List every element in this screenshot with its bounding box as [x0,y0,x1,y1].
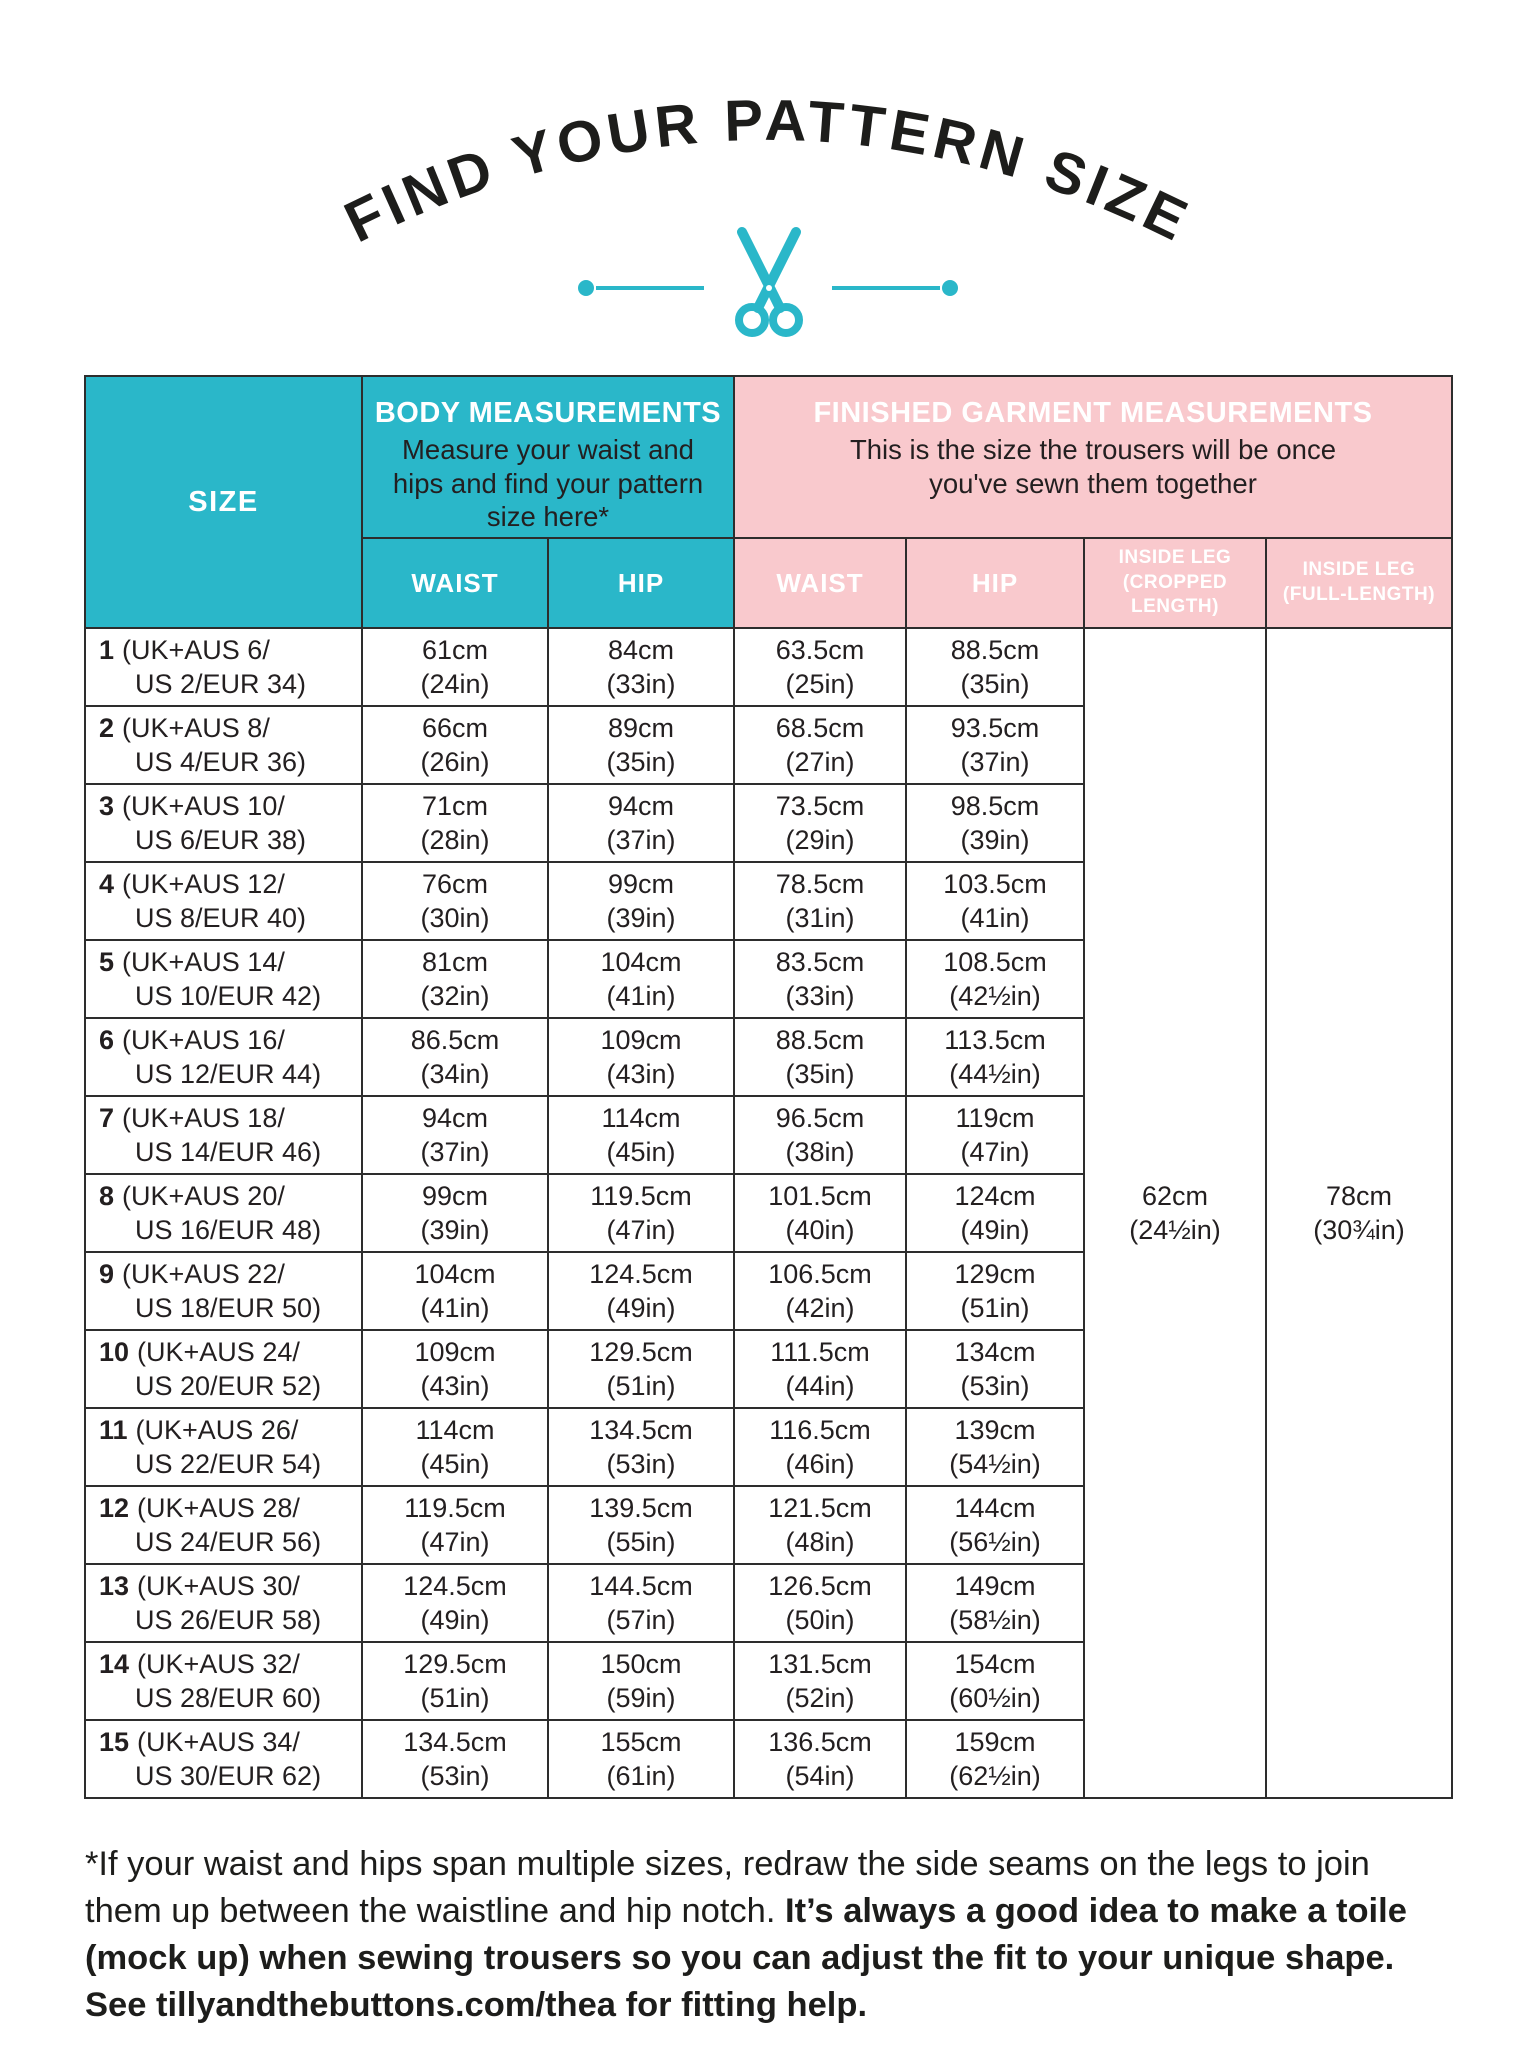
size-label-line2: US 16/EUR 48) [134,1215,322,1245]
finished-waist-cell: 73.5cm (29in) [734,784,906,862]
body-hip-cell: 119.5cm (47in) [548,1174,734,1252]
body-measurements-header [362,376,734,538]
size-label-line1: (UK+AUS 16/ [122,1025,285,1055]
finished-waist-cell: 96.5cm (38in) [734,1096,906,1174]
finished-hip-cell: 113.5cm (44½in) [906,1018,1084,1096]
body-hip-cell: 134.5cm (53in) [548,1408,734,1486]
size-label-line2: US 22/EUR 54) [134,1449,322,1479]
finished-waist-cell: 111.5cm (44in) [734,1330,906,1408]
footnote [85,1841,1452,2029]
page-title: FIND YOUR PATTERN SIZE [334,87,1202,256]
body-waist-cell: 81cm (32in) [362,940,548,1018]
size-label-line1: (UK+AUS 34/ [137,1727,300,1757]
size-label-line1: (UK+AUS 30/ [137,1571,300,1601]
size-cell [85,784,362,862]
size-cell [85,1330,362,1408]
ornament-line-left [578,280,704,296]
finished-waist-cell: 106.5cm (42in) [734,1252,906,1330]
body-hip-cell: 150cm (59in) [548,1642,734,1720]
size-label-line2: US 28/EUR 60) [134,1683,322,1713]
finished-hip-cell: 119cm (47in) [906,1096,1084,1174]
body-measurements-subtitle: Measure your waist and hips and find your pattern size here* [392,434,704,533]
finished-garment-header [734,376,1452,538]
finished-waist-cell: 83.5cm (33in) [734,940,906,1018]
size-label-line1: (UK+AUS 18/ [122,1103,285,1133]
size-cell [85,1174,362,1252]
finished-waist-header: WAIST [734,538,906,628]
inside-leg-full-header: INSIDE LEG (FULL-LENGTH) [1266,538,1452,628]
size-label-line1: (UK+AUS 20/ [122,1181,285,1211]
finished-waist-cell: 88.5cm (35in) [734,1018,906,1096]
finished-hip-cell: 144cm (56½in) [906,1486,1084,1564]
body-hip-cell: 114cm (45in) [548,1096,734,1174]
body-hip-cell: 89cm (35in) [548,706,734,784]
finished-hip-cell: 124cm (49in) [906,1174,1084,1252]
finished-hip-cell: 98.5cm (39in) [906,784,1084,862]
body-hip-header: HIP [548,538,734,628]
body-hip-cell: 104cm (41in) [548,940,734,1018]
body-hip-cell: 139.5cm (55in) [548,1486,734,1564]
finished-hip-cell: 93.5cm (37in) [906,706,1084,784]
size-cell [85,1642,362,1720]
size-cell [85,1486,362,1564]
finished-waist-cell: 126.5cm (50in) [734,1564,906,1642]
size-cell [85,1252,362,1330]
size-cell [85,940,362,1018]
footnote-bold: It’s always a good idea to make a toile (mock up) when sewing trousers so you can adjust the fit to your unique shape. See tillyandthebuttons.com/thea for fitting help. [85,1891,1407,2024]
size-number: 6 [98,1025,115,1055]
size-cell [85,1096,362,1174]
size-number: 5 [98,947,115,977]
finished-waist-cell: 63.5cm (25in) [734,628,906,706]
finished-hip-cell: 88.5cm (35in) [906,628,1084,706]
size-number: 8 [98,1181,115,1211]
body-waist-cell: 114cm (45in) [362,1408,548,1486]
size-column-header: SIZE [85,376,362,628]
finished-hip-cell: 149cm (58½in) [906,1564,1084,1642]
body-waist-cell: 119.5cm (47in) [362,1486,548,1564]
finished-waist-cell: 101.5cm (40in) [734,1174,906,1252]
body-waist-cell: 94cm (37in) [362,1096,548,1174]
size-label-line2: US 6/EUR 38) [134,825,307,855]
body-hip-cell: 94cm (37in) [548,784,734,862]
size-label-line1: (UK+AUS 24/ [137,1337,300,1367]
size-number: 15 [98,1727,130,1757]
size-number: 10 [98,1337,130,1367]
finished-hip-header: HIP [906,538,1084,628]
inside-leg-cropped-cell: 62cm (24½in) [1084,628,1266,1798]
body-waist-cell: 134.5cm (53in) [362,1720,548,1798]
header-art [0,0,1537,345]
finished-waist-cell: 121.5cm (48in) [734,1486,906,1564]
finished-waist-cell: 68.5cm (27in) [734,706,906,784]
body-measurements-title: BODY MEASUREMENTS [374,397,722,429]
finished-waist-cell: 78.5cm (31in) [734,862,906,940]
size-label-line1: (UK+AUS 28/ [137,1493,300,1523]
size-label-line2: US 12/EUR 44) [134,1059,322,1089]
body-waist-cell: 71cm (28in) [362,784,548,862]
table-row [85,628,1452,706]
finished-hip-cell: 129cm (51in) [906,1252,1084,1330]
inside-leg-full-cell: 78cm (30¾in) [1266,628,1452,1798]
size-label-line2: US 2/EUR 34) [134,669,307,699]
finished-hip-cell: 139cm (54½in) [906,1408,1084,1486]
size-number: 12 [98,1493,130,1523]
size-number: 9 [98,1259,115,1289]
size-label-line2: US 20/EUR 52) [134,1371,322,1401]
body-hip-cell: 124.5cm (49in) [548,1252,734,1330]
size-label-line2: US 14/EUR 46) [134,1137,322,1167]
finished-hip-cell: 108.5cm (42½in) [906,940,1084,1018]
size-label-line1: (UK+AUS 6/ [122,635,270,665]
size-number: 13 [98,1571,130,1601]
finished-garment-subtitle: This is the size the trousers will be once you've sewn them together [849,434,1336,499]
size-label-line1: (UK+AUS 8/ [122,713,270,743]
size-label-line1: (UK+AUS 26/ [135,1415,299,1445]
size-cell [85,1408,362,1486]
body-waist-cell: 66cm (26in) [362,706,548,784]
inside-leg-cropped-header: INSIDE LEG (CROPPED LENGTH) [1084,538,1266,628]
size-label-line2: US 24/EUR 56) [134,1527,322,1557]
finished-garment-title: FINISHED GARMENT MEASUREMENTS [813,397,1373,429]
finished-waist-cell: 116.5cm (46in) [734,1408,906,1486]
size-number: 14 [98,1649,130,1679]
size-table [84,375,1453,1799]
size-label-line1: (UK+AUS 10/ [122,791,285,821]
size-cell [85,628,362,706]
size-number: 7 [98,1103,115,1133]
body-waist-cell: 86.5cm (34in) [362,1018,548,1096]
finished-hip-cell: 134cm (53in) [906,1330,1084,1408]
body-waist-cell: 76cm (30in) [362,862,548,940]
size-cell [85,862,362,940]
body-hip-cell: 84cm (33in) [548,628,734,706]
size-label-line1: (UK+AUS 14/ [122,947,285,977]
size-number: 11 [98,1415,128,1445]
size-cell [85,1564,362,1642]
scissors-icon [739,232,799,333]
size-cell [85,706,362,784]
table-group-header-row [85,376,1452,538]
finished-hip-cell: 159cm (62½in) [906,1720,1084,1798]
size-table-body [85,628,1452,1798]
size-cell [85,1018,362,1096]
body-waist-cell: 129.5cm (51in) [362,1642,548,1720]
size-label-line2: US 30/EUR 62) [134,1761,322,1791]
body-hip-cell: 99cm (39in) [548,862,734,940]
finished-waist-cell: 136.5cm (54in) [734,1720,906,1798]
size-label-line2: US 8/EUR 40) [134,903,307,933]
size-label-line1: (UK+AUS 12/ [122,869,285,899]
body-waist-cell: 124.5cm (49in) [362,1564,548,1642]
finished-waist-cell: 131.5cm (52in) [734,1642,906,1720]
body-waist-cell: 109cm (43in) [362,1330,548,1408]
size-number: 1 [98,635,115,665]
body-waist-cell: 61cm (24in) [362,628,548,706]
body-waist-header: WAIST [362,538,548,628]
body-waist-cell: 104cm (41in) [362,1252,548,1330]
body-hip-cell: 129.5cm (51in) [548,1330,734,1408]
size-number: 4 [98,869,115,899]
size-label-line2: US 26/EUR 58) [134,1605,322,1635]
finished-hip-cell: 103.5cm (41in) [906,862,1084,940]
body-hip-cell: 155cm (61in) [548,1720,734,1798]
body-hip-cell: 109cm (43in) [548,1018,734,1096]
size-cell [85,1720,362,1798]
ornament-line-right [832,280,958,296]
body-hip-cell: 144.5cm (57in) [548,1564,734,1642]
size-number: 2 [98,713,115,743]
footnote-regular: *If your waist and hips span multiple sizes, redraw the side seams on the legs to join them up between the waistline and hip notch. [85,1845,1370,1930]
size-label-line2: US 10/EUR 42) [134,981,322,1011]
finished-hip-cell: 154cm (60½in) [906,1642,1084,1720]
size-label-line1: (UK+AUS 32/ [137,1649,300,1679]
size-number: 3 [98,791,115,821]
size-label-line1: (UK+AUS 22/ [122,1259,285,1289]
size-label-line2: US 18/EUR 50) [134,1293,322,1323]
body-waist-cell: 99cm (39in) [362,1174,548,1252]
size-label-line2: US 4/EUR 36) [134,747,307,777]
